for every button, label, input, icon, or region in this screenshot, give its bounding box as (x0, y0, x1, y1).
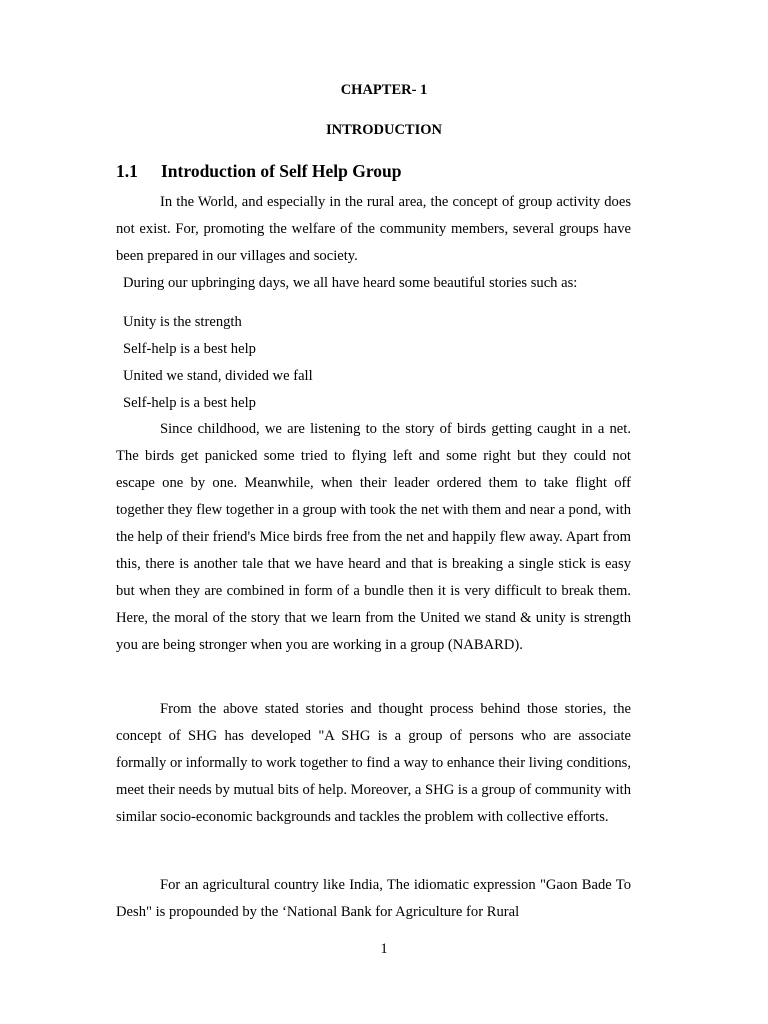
saying-item: Self-help is a best help (123, 395, 256, 411)
paragraph-1: In the World, and especially in the rural area, the concept of group activity does not exist. For, promoting the welfare of the community members, several groups have been prepared in our villages and society. (116, 194, 631, 264)
paragraph-4: For an agricultural country like India, The idiomatic expression "Gaon Bade To Desh" is propounded by the ‘National Bank for Agriculture for Rural (116, 877, 631, 920)
saying-item: United we stand, divided we fall (123, 368, 313, 384)
saying-item: Unity is the strength (123, 314, 242, 330)
section-title: Introduction of Self Help Group (161, 161, 402, 181)
saying-item: Self-help is a best help (123, 341, 256, 357)
section-number: 1.1 (116, 161, 138, 181)
paragraph-3: From the above stated stories and thought process behind those stories, the concept of SHG has developed "A SHG is a group of persons who are associate formally or informally to work together to find a way to enhance their living conditions, meet their needs by mutual bits of help. Moreover, a SHG is a group of community with similar socio-economic backgrounds and tackles the problem with collective efforts. (116, 701, 631, 825)
paragraph-2-container (116, 416, 631, 659)
paragraph-2: Since childhood, we are listening to the story of birds getting caught in a net. The birds get panicked some tried to flying left and some right but they could not escape one by one. Meanwhile, when their leader ordered them to take flight off together they flew together in a group with took the net with them and near a pond, with the help of their friend's Mice birds free from the net and happily flew away. Apart from this, there is another tale that we have heard and that is breaking a single stick is easy but when they are combined in form of a bundle then it is very difficult to break them. Here, the moral of the story that we learn from the United we stand & unity is strength you are being stronger when you are working in a group (NABARD). (116, 421, 631, 653)
stories-intro-line: During our upbringing days, we all have heard some beautiful stories such as: (123, 275, 578, 291)
paragraph-3-container (116, 696, 631, 831)
page-number: 1 (380, 941, 388, 957)
chapter-title: INTRODUCTION (325, 122, 442, 138)
paragraph-1-container (116, 189, 631, 270)
sayings-list (123, 309, 313, 417)
paragraph-4-container (116, 872, 631, 926)
chapter-label: CHAPTER- 1 (340, 82, 428, 98)
section-heading (116, 161, 402, 182)
